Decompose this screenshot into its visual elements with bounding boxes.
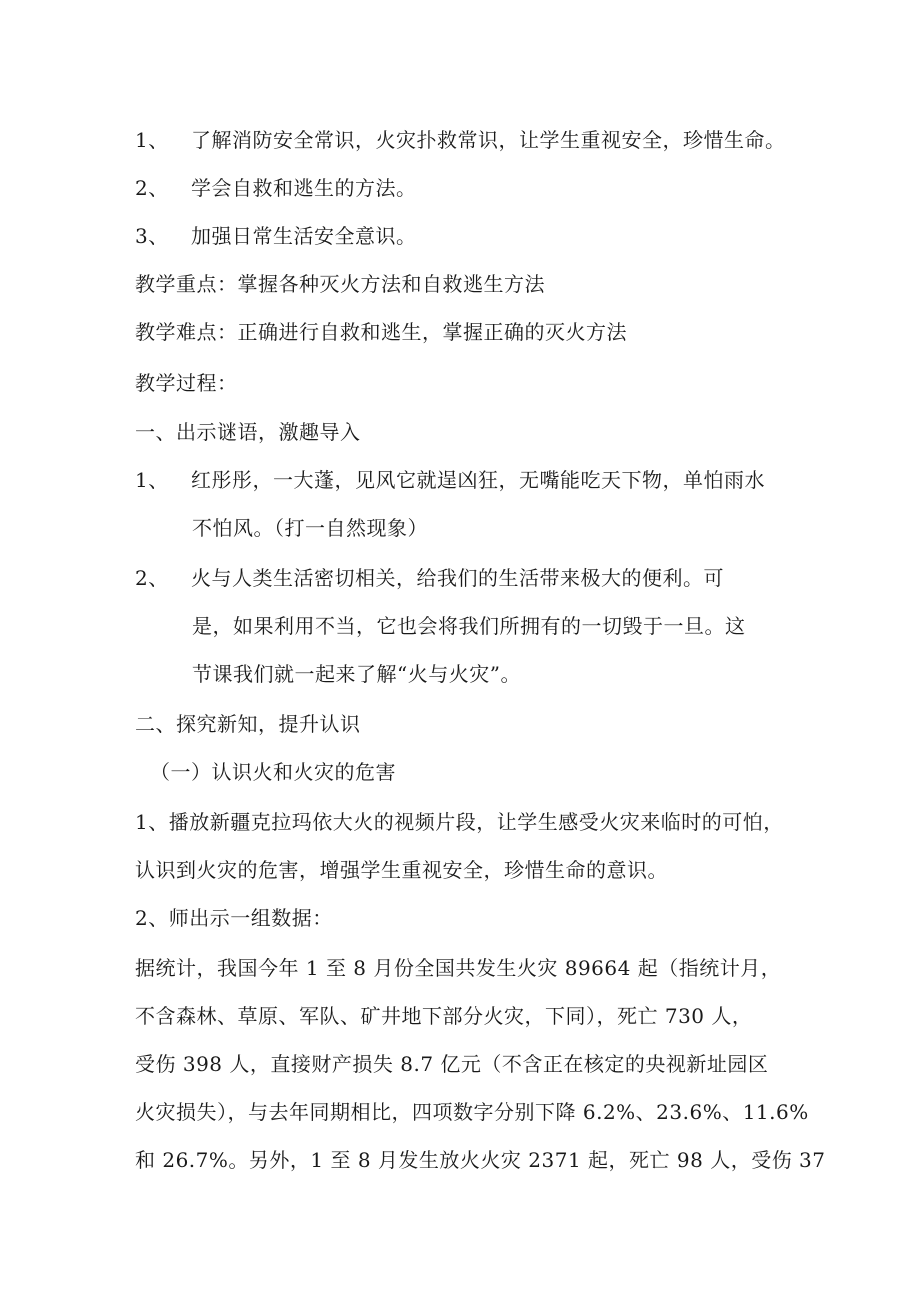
objective-3-text: 加强日常生活安全意识。: [191, 224, 417, 248]
objective-3-number: 3、: [135, 224, 169, 248]
key-point: 教学重点：掌握各种灭火方法和自救逃生方法: [135, 272, 545, 296]
section-2-subtitle: （一）认识火和火灾的危害: [150, 760, 396, 784]
stats-line-3: 受伤 398 人，直接财产损失 8.7 亿元（不含正在核定的央视新址园区: [135, 1052, 769, 1076]
objective-1-number: 1、: [135, 128, 169, 152]
intro-item: [135, 564, 724, 592]
data-intro: 2、师出示一组数据：: [135, 906, 333, 930]
riddle-line-1: 红彤彤，一大蓬，见风它就逞凶狂，无嘴能吃天下物，单怕雨水: [191, 468, 765, 492]
objective-1: [135, 126, 786, 154]
process-title: 教学过程：: [135, 371, 238, 395]
objective-1-text: 了解消防安全常识，火灾扑救常识，让学生重视安全，珍惜生命。: [191, 128, 786, 152]
riddle-item: [135, 466, 765, 494]
intro-line-1: 火与人类生活密切相关，给我们的生活带来极大的便利。可: [191, 566, 724, 590]
objective-2: [135, 174, 417, 202]
stats-line-4: 火灾损失），与去年同期相比，四项数字分别下降 6.2%、23.6%、11.6%: [135, 1100, 809, 1124]
objective-3: [135, 222, 417, 250]
objective-2-number: 2、: [135, 176, 169, 200]
section-2-title: 二、探究新知，提升认识: [135, 712, 361, 736]
stats-line-1: 据统计，我国今年 1 至 8 月份全国共发生火灾 89664 起（指统计月，: [135, 956, 782, 980]
video-paragraph-line-2: 认识到火灾的危害，增强学生重视安全，珍惜生命的意识。: [135, 858, 668, 882]
stats-line-2: 不含森林、草原、军队、矿井地下部分火灾，下同），死亡 730 人，: [135, 1004, 753, 1028]
difficulty: 教学难点：正确进行自救和逃生，掌握正确的灭火方法: [135, 320, 627, 344]
riddle-line-2: 不怕风。（打一自然现象）: [192, 516, 428, 540]
intro-line-2: 是，如果利用不当，它也会将我们所拥有的一切毁于一旦。这: [192, 614, 746, 638]
stats-line-5: 和 26.7%。另外，1 至 8 月发生放火火灾 2371 起，死亡 98 人，受伤 37: [135, 1148, 826, 1172]
intro-number: 2、: [135, 566, 169, 590]
video-paragraph-line-1: 1、播放新疆克拉玛依大火的视频片段，让学生感受火灾来临时的可怕，: [135, 810, 784, 834]
intro-line-3: 节课我们就一起来了解“火与火灾”。: [192, 662, 521, 686]
section-1-title: 一、出示谜语，激趣导入: [135, 420, 361, 444]
objective-2-text: 学会自救和逃生的方法。: [191, 176, 417, 200]
riddle-number: 1、: [135, 468, 169, 492]
